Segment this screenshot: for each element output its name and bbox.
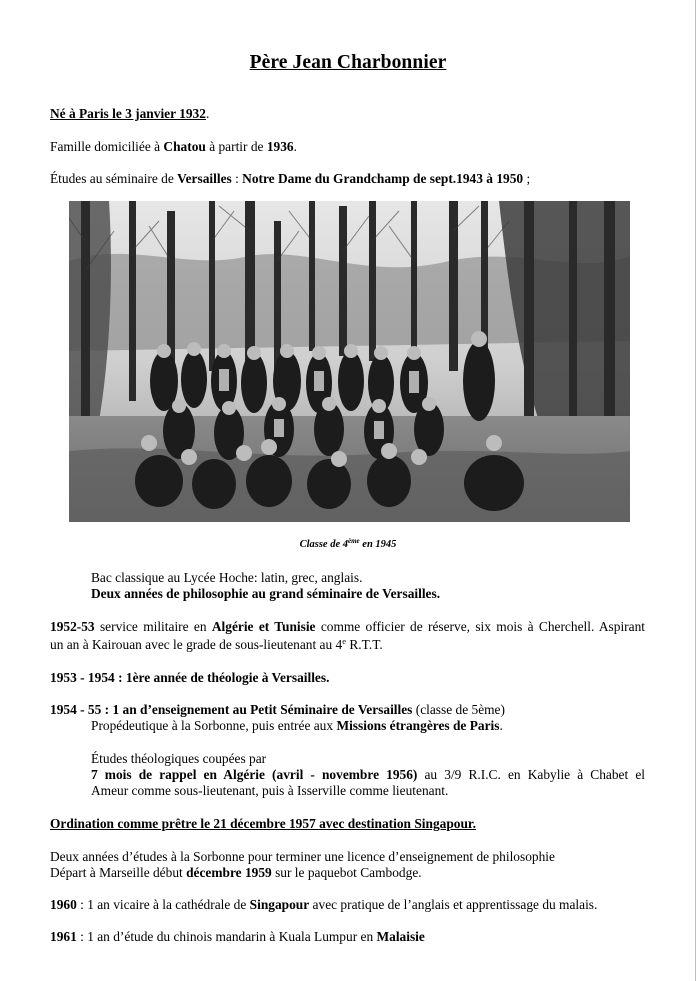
year-1961: 1961 [50, 929, 77, 944]
philosophy-text: Deux années de philosophie au grand séminaire de Versailles. [91, 586, 441, 601]
birth-text: Né à Paris le 3 janvier 1932 [50, 106, 206, 121]
y1960-before: : 1 an vicaire à la cathédrale de [76, 897, 250, 912]
studies-before: Études au séminaire de [50, 171, 178, 186]
ordination-text: Ordination comme prêtre le 21 décembre 1957 avec destination Singapour. [50, 816, 476, 831]
military-t1: service militaire en [94, 619, 212, 634]
military-line-2 [50, 637, 383, 653]
y1960-place: Singapour [249, 897, 310, 912]
military-t2: comme officier de réserve, six mois à Cherchell. Aspirant [315, 619, 646, 634]
studies-sep: : [231, 171, 243, 186]
studies-detail: Notre Dame du Grandchamp de sept.1943 à 1950 [242, 171, 524, 186]
military-line2-before: un an à Kairouan avec le grade de sous-lieutenant au 4 [50, 637, 343, 652]
propedeutique-after: . [499, 718, 503, 733]
caption-after: en 1945 [359, 539, 397, 550]
theology-text: 1953 - 1954 : 1ère année de théologie à Versailles. [50, 670, 330, 685]
family-mid: à partir de [205, 139, 267, 154]
philosophy-line [91, 586, 440, 602]
recall-line-1: Études théologiques coupées par [91, 751, 267, 766]
family-before: Famille domiciliée à [50, 139, 164, 154]
family-line [50, 139, 297, 155]
military-places: Algérie et Tunisie [211, 619, 316, 634]
y1961-place: Malaisie [376, 929, 425, 944]
military-line2-sup: e [342, 636, 347, 646]
departure-date: décembre 1959 [186, 865, 272, 880]
recall-bold: 7 mois de rappel en Algérie (avril - novembre 1956) [91, 767, 418, 782]
year-1960-line [50, 897, 597, 913]
ordination-line [50, 816, 476, 832]
birth-line [50, 106, 209, 122]
birth-period: . [205, 106, 210, 121]
y1960-after: avec pratique de l’anglais et apprentissage du malais. [309, 897, 598, 912]
year-1960: 1960 [50, 897, 77, 912]
class-photo [69, 201, 630, 522]
family-year: 1936 [266, 139, 294, 154]
teaching-line [50, 702, 505, 718]
class-photo-image [69, 201, 630, 522]
theology-line [50, 670, 329, 686]
y1961-before: : 1 an d’étude du chinois mandarin à Kuala Lumpur en [76, 929, 377, 944]
recall-line2-after: au 3/9 R.I.C. en Kabylie à Chabet el [417, 767, 645, 782]
studies-place: Versailles [177, 171, 232, 186]
studies-line [50, 171, 530, 187]
family-after: . [293, 139, 297, 154]
bac-line: Bac classique au Lycée Hoche: latin, grec, anglais. [91, 570, 363, 585]
studies-after: ; [523, 171, 531, 186]
propedeutique-line [91, 718, 503, 734]
caption-before: Classe de 4 [299, 539, 348, 550]
departure-line-2 [50, 865, 422, 881]
page-title: Père Jean Charbonnier [249, 52, 447, 73]
teaching-after: (classe de 5ème) [412, 702, 505, 717]
caption-sup: ème [348, 537, 360, 545]
departure-before: Départ à Marseille début [50, 865, 187, 880]
departure-after: sur le paquebot Cambodge. [271, 865, 422, 880]
military-line-1 [50, 619, 645, 635]
military-years: 1952-53 [50, 619, 95, 634]
recall-line-2 [91, 767, 645, 783]
year-1961-line [50, 929, 425, 945]
photo-caption [0, 539, 696, 550]
family-place: Chatou [163, 139, 206, 154]
missions-text: Missions étrangères de Paris [336, 718, 500, 733]
departure-line-1: Deux années d’études à la Sorbonne pour terminer une licence d’enseignement de philosophie [50, 849, 555, 864]
teaching-bold: 1954 - 55 : 1 an d’enseignement au Petit Séminaire de Versailles [50, 702, 413, 717]
propedeutique-before: Propédeutique à la Sorbonne, puis entrée aux [91, 718, 337, 733]
recall-line-3: Ameur comme sous-lieutenant, puis à Isserville comme lieutenant. [91, 783, 449, 798]
military-line2-after: R.T.T. [346, 637, 383, 652]
